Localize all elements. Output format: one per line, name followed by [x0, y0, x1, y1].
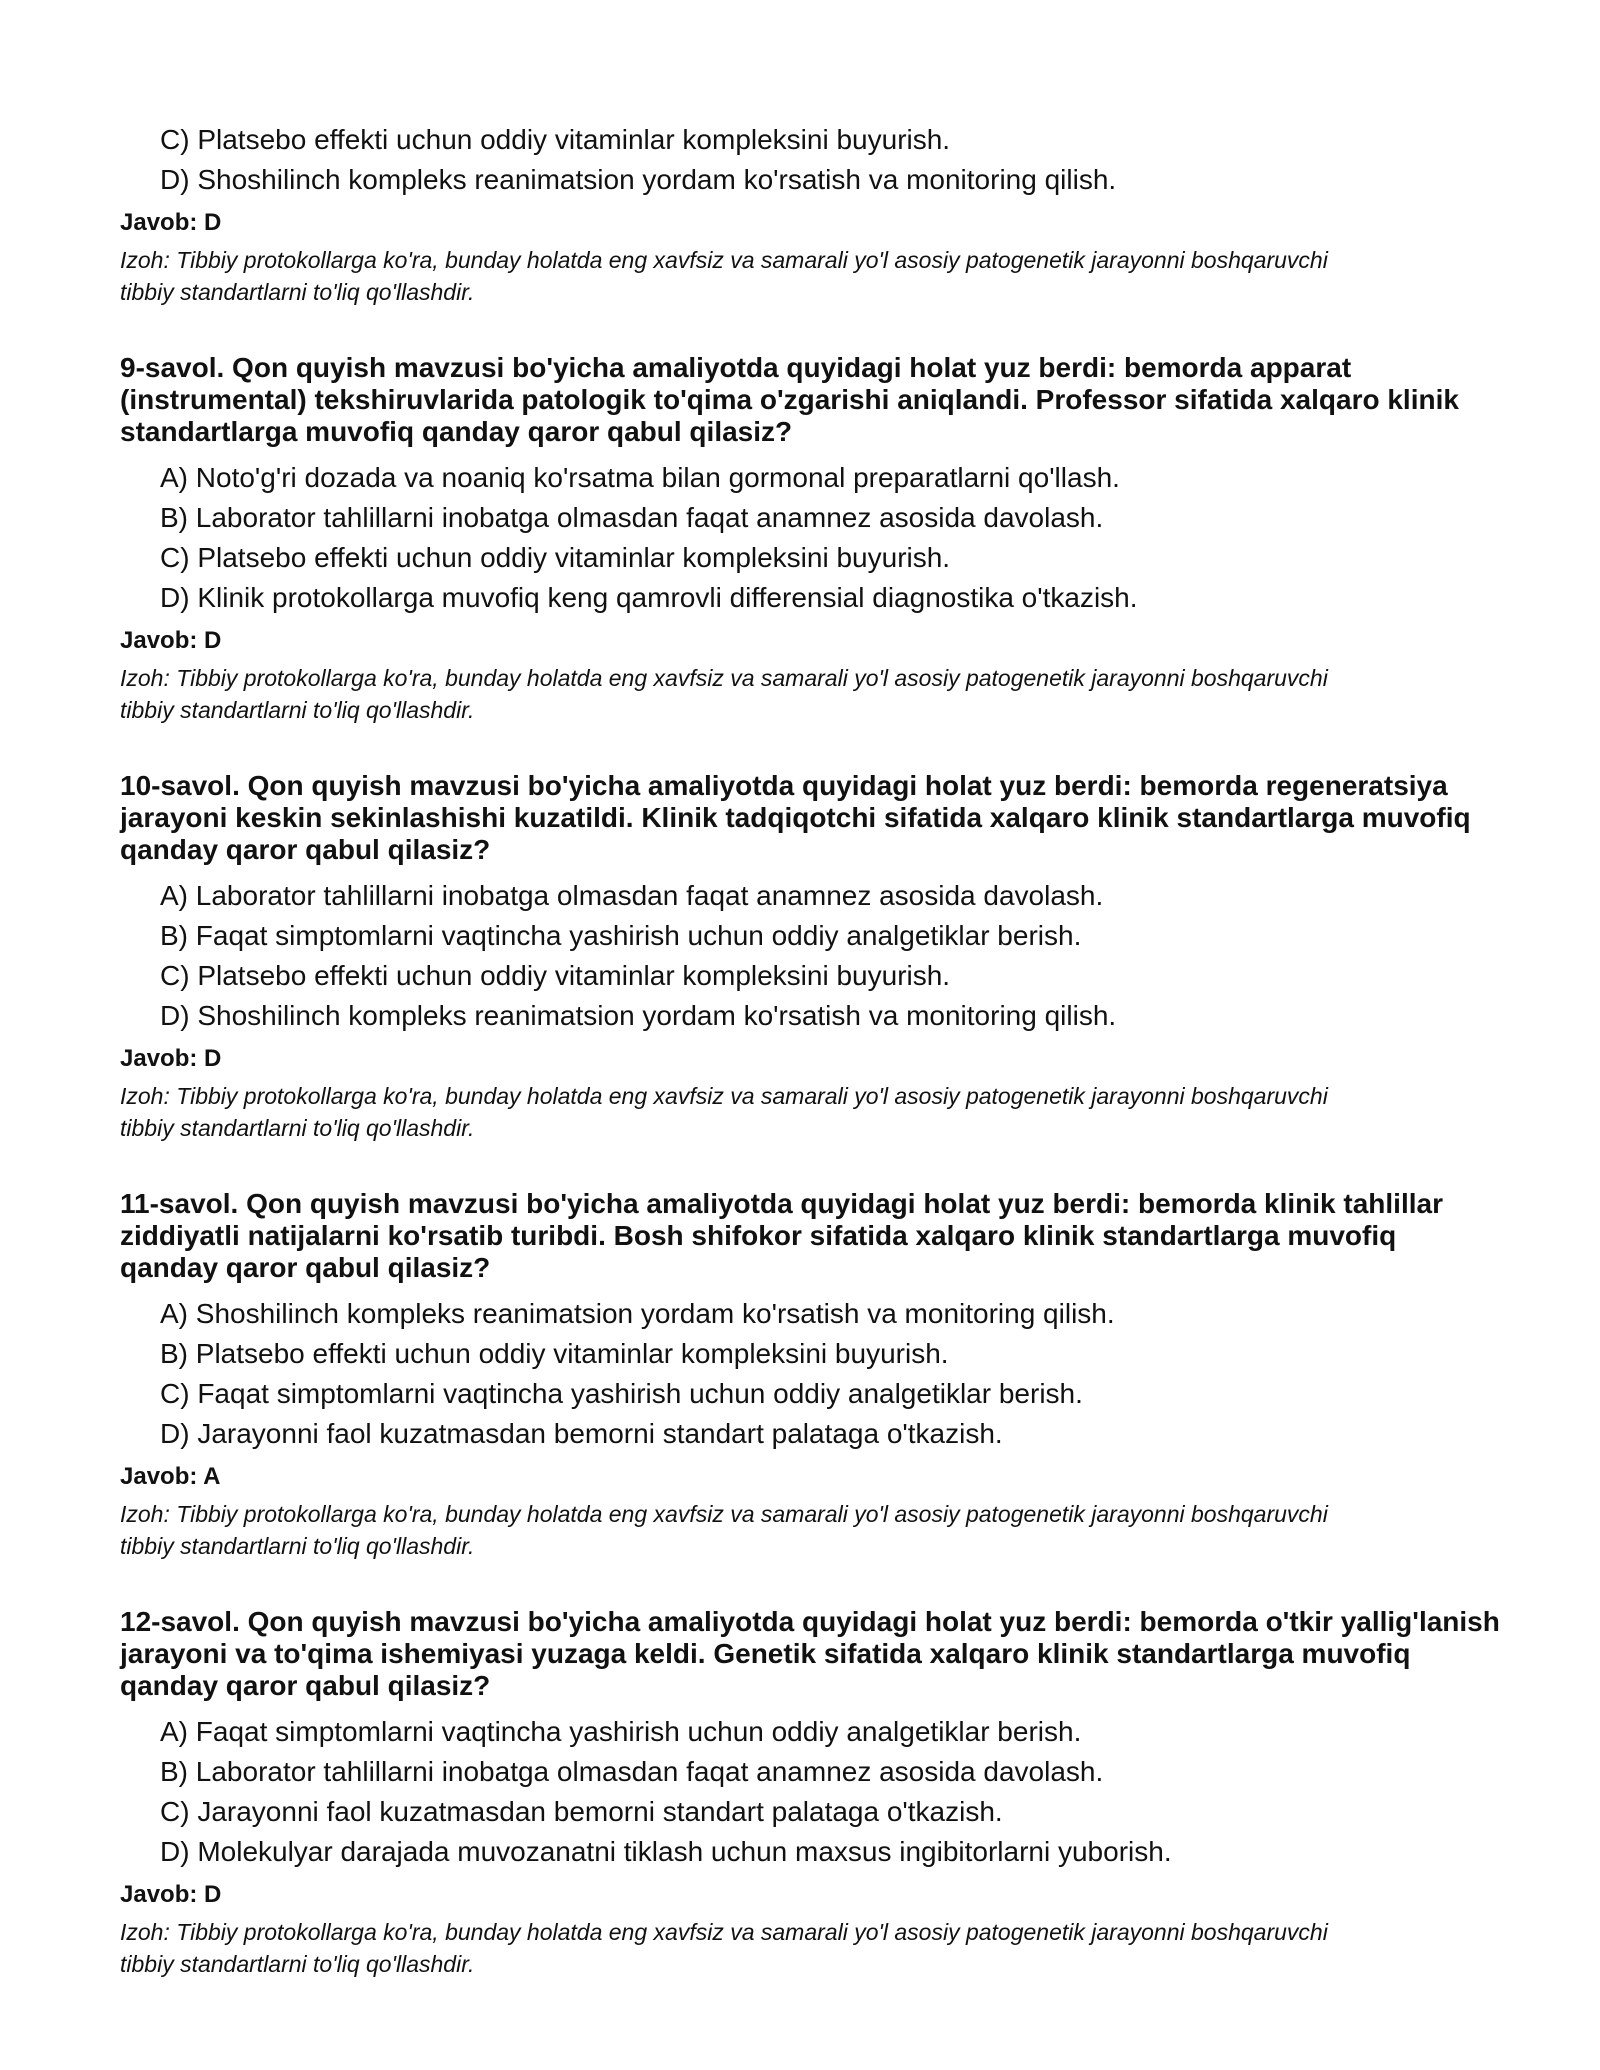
option-c: C) Platsebo effekti uchun oddiy vitaminlar kompleksini buyurish. [160, 960, 951, 991]
option-list [120, 1712, 1500, 1872]
question-title: 11-savol. Qon quyish mavzusi bo'yicha amaliyotda quyidagi holat yuz berdi: bemorda klinik tahlillar ziddiyatli natijalarni ko'rsatib turibdi. Bosh shifokor sifatida xalqaro klinik standartlarga muvofiq qanday qaror qabul qilasiz? [120, 1188, 1443, 1283]
question-8-continuation [120, 120, 1500, 308]
option-c: C) Platsebo effekti uchun oddiy vitaminlar kompleksini buyurish. [160, 124, 951, 155]
answer-label: Javob: D [120, 1881, 222, 1908]
explanation-note: Izoh: Tibbiy protokollarga ko'ra, bunday holatda eng xavfsiz va samarali yo'l asosiy patogenetik jarayonni boshqaruvchi tibbiy standartlarni to'liq qo'llashdir. [120, 1919, 1328, 1977]
option-list [120, 120, 1500, 200]
option-list [120, 1294, 1500, 1454]
option-c: C) Jarayonni faol kuzatmasdan bemorni standart palataga o'tkazish. [160, 1796, 1003, 1827]
option-d: D) Shoshilinch kompleks reanimatsion yordam ko'rsatish va monitoring qilish. [160, 164, 1117, 195]
question-title: 10-savol. Qon quyish mavzusi bo'yicha amaliyotda quyidagi holat yuz berdi: bemorda regeneratsiya jarayoni keskin sekinlashishi kuzatildi. Klinik tadqiqotchi sifatida xalqaro klinik standartlarga muvofiq qanday qaror qabul qilasiz? [120, 770, 1471, 865]
answer-label: Javob: D [120, 1045, 222, 1072]
option-b: B) Laborator tahlillarni inobatga olmasdan faqat anamnez asosida davolash. [160, 1756, 1104, 1787]
question-11 [120, 1188, 1500, 1562]
question-9 [120, 352, 1500, 726]
explanation-note: Izoh: Tibbiy protokollarga ko'ra, bunday holatda eng xavfsiz va samarali yo'l asosiy patogenetik jarayonni boshqaruvchi tibbiy standartlarni to'liq qo'llashdir. [120, 1501, 1328, 1559]
question-title: 9-savol. Qon quyish mavzusi bo'yicha amaliyotda quyidagi holat yuz berdi: bemorda apparat (instrumental) tekshiruvlarida patologik to'qima o'zgarishi aniqlandi. Professor sifatida xalqaro klinik standartlarga muvofiq qanday qaror qabul qilasiz? [120, 352, 1459, 447]
option-d: D) Klinik protokollarga muvofiq keng qamrovli differensial diagnostika o'tkazish. [160, 582, 1138, 613]
option-b: B) Faqat simptomlarni vaqtincha yashirish uchun oddiy analgetiklar berish. [160, 920, 1082, 951]
explanation-note: Izoh: Tibbiy protokollarga ko'ra, bunday holatda eng xavfsiz va samarali yo'l asosiy patogenetik jarayonni boshqaruvchi tibbiy standartlarni to'liq qo'llashdir. [120, 247, 1328, 305]
option-a: A) Noto'g'ri dozada va noaniq ko'rsatma bilan gormonal preparatlarni qo'llash. [160, 462, 1120, 493]
option-d: D) Jarayonni faol kuzatmasdan bemorni standart palataga o'tkazish. [160, 1418, 1003, 1449]
option-list [120, 458, 1500, 618]
option-a: A) Shoshilinch kompleks reanimatsion yordam ko'rsatish va monitoring qilish. [160, 1298, 1115, 1329]
option-a: A) Faqat simptomlarni vaqtincha yashirish uchun oddiy analgetiklar berish. [160, 1716, 1082, 1747]
answer-label: Javob: D [120, 627, 222, 654]
explanation-note: Izoh: Tibbiy protokollarga ko'ra, bunday holatda eng xavfsiz va samarali yo'l asosiy patogenetik jarayonni boshqaruvchi tibbiy standartlarni to'liq qo'llashdir. [120, 1083, 1328, 1141]
document-page [120, 120, 1500, 1980]
option-c: C) Faqat simptomlarni vaqtincha yashirish uchun oddiy analgetiklar berish. [160, 1378, 1083, 1409]
question-title: 12-savol. Qon quyish mavzusi bo'yicha amaliyotda quyidagi holat yuz berdi: bemorda o'tkir yallig'lanish jarayoni va to'qima ishemiyasi yuzaga keldi. Genetik sifatida xalqaro klinik standartlarga muvofiq qanday qaror qabul qilasiz? [120, 1606, 1500, 1701]
option-a: A) Laborator tahlillarni inobatga olmasdan faqat anamnez asosida davolash. [160, 880, 1104, 911]
question-10 [120, 770, 1500, 1144]
option-d: D) Shoshilinch kompleks reanimatsion yordam ko'rsatish va monitoring qilish. [160, 1000, 1117, 1031]
option-b: B) Platsebo effekti uchun oddiy vitaminlar kompleksini buyurish. [160, 1338, 949, 1369]
option-b: B) Laborator tahlillarni inobatga olmasdan faqat anamnez asosida davolash. [160, 502, 1104, 533]
option-list [120, 876, 1500, 1036]
question-12 [120, 1606, 1500, 1980]
answer-label: Javob: D [120, 209, 222, 236]
explanation-note: Izoh: Tibbiy protokollarga ko'ra, bunday holatda eng xavfsiz va samarali yo'l asosiy patogenetik jarayonni boshqaruvchi tibbiy standartlarni to'liq qo'llashdir. [120, 665, 1328, 723]
option-d: D) Molekulyar darajada muvozanatni tiklash uchun maxsus ingibitorlarni yuborish. [160, 1836, 1172, 1867]
option-c: C) Platsebo effekti uchun oddiy vitaminlar kompleksini buyurish. [160, 542, 951, 573]
answer-label: Javob: A [120, 1463, 221, 1490]
